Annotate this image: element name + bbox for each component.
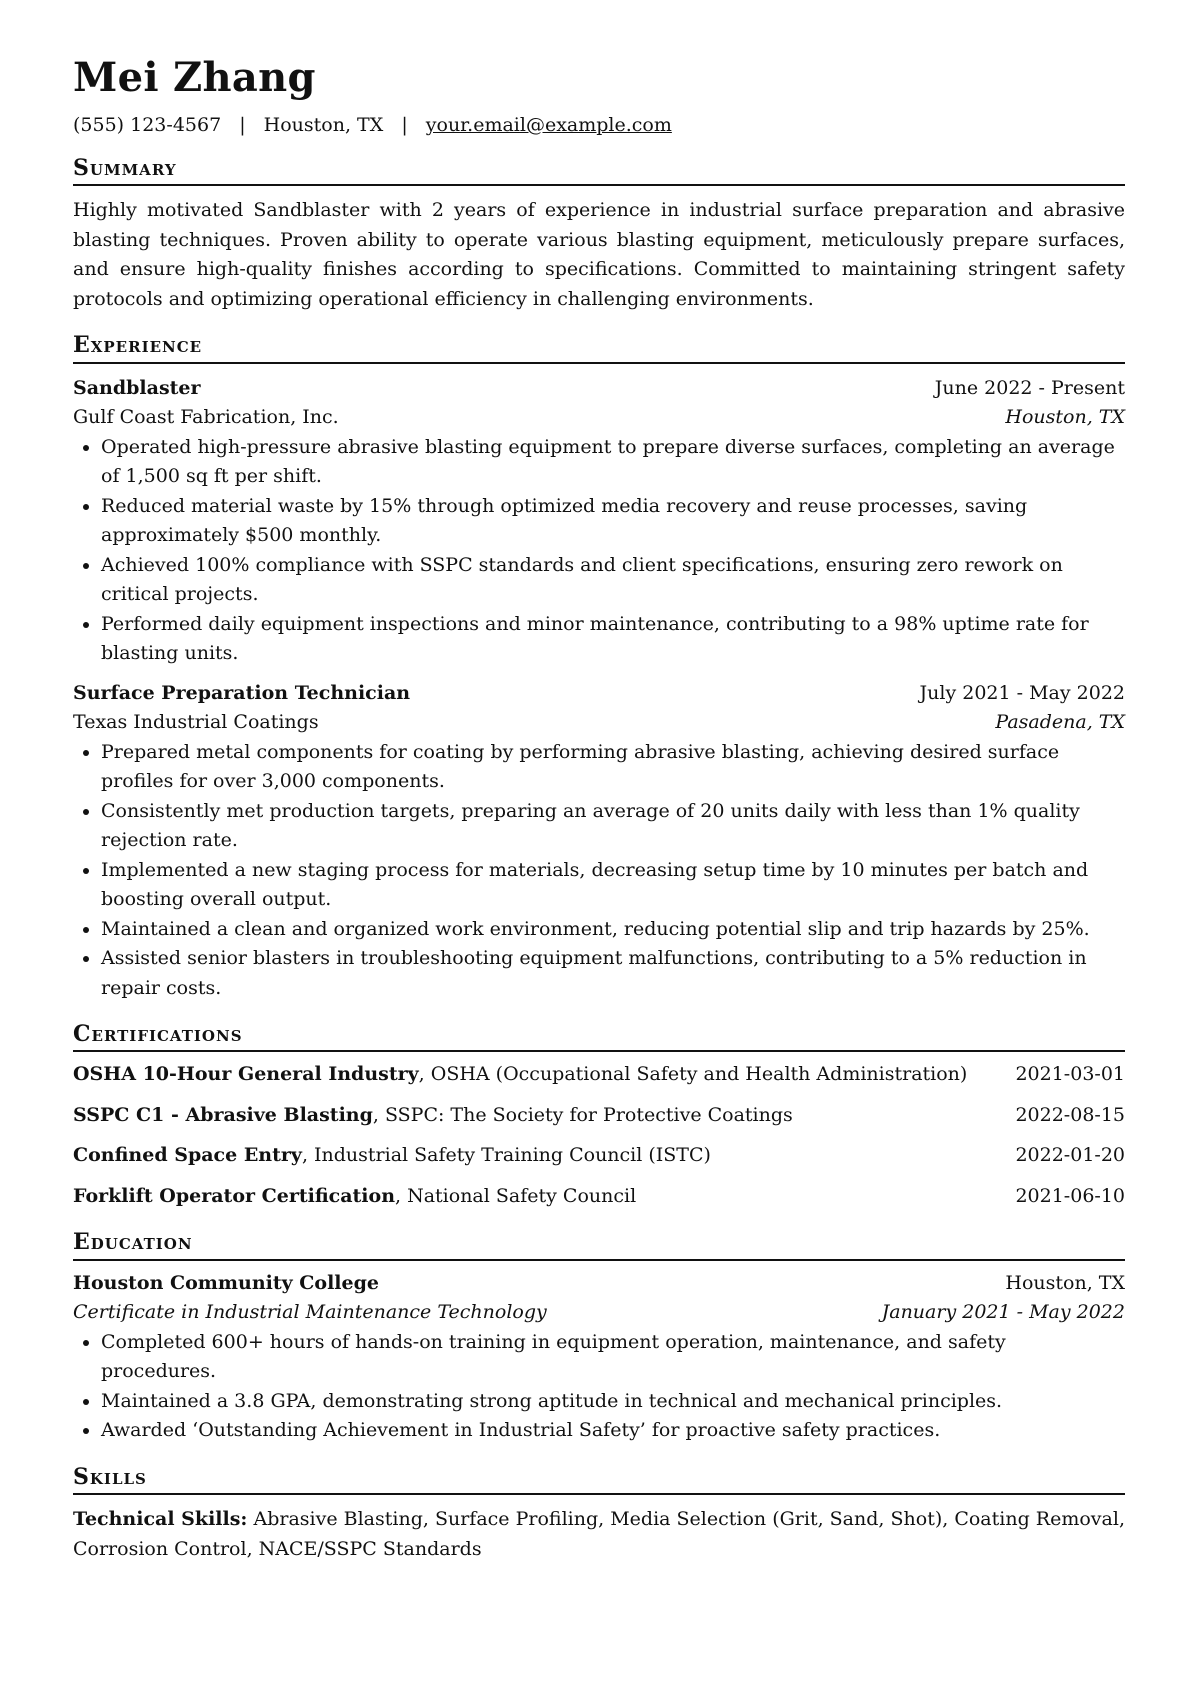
section-title-experience: Experience bbox=[73, 332, 1125, 363]
section-title-skills: Skills bbox=[73, 1464, 1125, 1495]
bullet-item: • Implemented a new staging process for materials, decreasing setup time by 10 minutes per batch and boosting overall output. bbox=[101, 856, 1125, 915]
program-name: Certificate in Industrial Maintenance Technology bbox=[73, 1301, 547, 1324]
job-title: Surface Preparation Technician bbox=[73, 681, 411, 704]
job-subheader bbox=[73, 708, 1125, 738]
certification-row bbox=[73, 1141, 1125, 1171]
resume-page bbox=[73, 56, 1125, 1564]
school-name: Houston Community College bbox=[73, 1271, 379, 1294]
job-title: Sandblaster bbox=[73, 376, 201, 399]
education-subheader bbox=[73, 1298, 1125, 1328]
phone-number: (555) 123-4567 bbox=[73, 114, 222, 136]
certification-name: Forklift Operator Certification bbox=[73, 1184, 396, 1207]
school-location: Houston, TX bbox=[1005, 1271, 1125, 1294]
certification-name: OSHA 10-Hour General Industry bbox=[73, 1063, 419, 1086]
certification-date: 2022-08-15 bbox=[1015, 1103, 1125, 1126]
job-location: Pasadena, TX bbox=[995, 711, 1125, 734]
experience-entry bbox=[73, 374, 1125, 669]
certification-name: Confined Space Entry bbox=[73, 1144, 302, 1167]
certification-date: 2021-06-10 bbox=[1015, 1184, 1125, 1207]
certification-issuer: , OSHA (Occupational Safety and Health Administration) bbox=[418, 1063, 968, 1086]
skills-section bbox=[73, 1464, 1125, 1564]
experience-entry bbox=[73, 679, 1125, 1004]
bullet-item: • Consistently met production targets, preparing an average of 20 units daily with less than 1% quality rejection rate. bbox=[101, 797, 1125, 856]
certification-row bbox=[73, 1060, 1125, 1090]
company-name: Texas Industrial Coatings bbox=[73, 711, 319, 734]
bullet-item: • Maintained a clean and organized work environment, reducing potential slip and trip hazards by 25%. bbox=[101, 915, 1125, 945]
section-title-education: Education bbox=[73, 1229, 1125, 1260]
candidate-name: Mei Zhang bbox=[73, 54, 316, 101]
certification-issuer: , National Safety Council bbox=[395, 1184, 637, 1207]
bullet-item: • Performed daily equipment inspections and minor maintenance, contributing to a 98% uptime rate for blasting units. bbox=[101, 610, 1125, 669]
bullet-item: • Operated high-pressure abrasive blasting equipment to prepare diverse surfaces, completing an average of 1,500 sq ft per shift. bbox=[101, 433, 1125, 492]
job-bullets bbox=[73, 738, 1125, 1004]
education-entry bbox=[73, 1269, 1125, 1446]
experience-section bbox=[73, 332, 1125, 1003]
education-bullets bbox=[73, 1328, 1125, 1446]
bullet-item: • Prepared metal components for coating by performing abrasive blasting, achieving desired surface profiles for over 3,000 components. bbox=[101, 738, 1125, 797]
section-title-summary: Summary bbox=[73, 155, 1125, 186]
job-bullets bbox=[73, 433, 1125, 669]
job-subheader bbox=[73, 403, 1125, 433]
bullet-item: • Achieved 100% compliance with SSPC standards and client specifications, ensuring zero rework on critical projects. bbox=[101, 551, 1125, 610]
summary-text: Highly motivated Sandblaster with 2 years of experience in industrial surface preparation and abrasive blasting techniques. Proven ability to operate various blasting equipment, meticulously prepare surfaces, and ensure high-quality finishes according to specifications. Committed to maintaining stringent safety protocols and optimizing operational efficiency in challenging environments. bbox=[73, 199, 1125, 310]
certification-issuer: , Industrial Safety Training Council (ISTC) bbox=[301, 1144, 711, 1167]
certification-name: SSPC C1 - Abrasive Blasting bbox=[73, 1103, 373, 1126]
separator: | bbox=[239, 114, 246, 136]
contact-line bbox=[73, 114, 1125, 137]
company-name: Gulf Coast Fabrication, Inc. bbox=[73, 406, 339, 429]
bullet-item: • Awarded ‘Outstanding Achievement in Industrial Safety’ for proactive safety practices. bbox=[101, 1416, 1125, 1446]
job-header bbox=[73, 679, 1125, 709]
skills-label: Technical Skills: bbox=[73, 1508, 248, 1531]
job-location: Houston, TX bbox=[1005, 406, 1125, 429]
education-dates: January 2021 - May 2022 bbox=[881, 1301, 1125, 1324]
certification-row bbox=[73, 1182, 1125, 1212]
job-header bbox=[73, 374, 1125, 404]
section-title-certifications: Certifications bbox=[73, 1021, 1125, 1052]
job-dates: July 2021 - May 2022 bbox=[919, 681, 1125, 704]
skills-text bbox=[73, 1505, 1125, 1564]
bullet-item: • Reduced material waste by 15% through optimized media recovery and reuse processes, saving approximately $500 monthly. bbox=[101, 492, 1125, 551]
summary-section bbox=[73, 155, 1125, 314]
location: Houston, TX bbox=[263, 114, 384, 136]
bullet-item: • Maintained a 3.8 GPA, demonstrating strong aptitude in technical and mechanical principles. bbox=[101, 1387, 1125, 1417]
bullet-item: • Completed 600+ hours of hands-on training in equipment operation, maintenance, and safety procedures. bbox=[101, 1328, 1125, 1387]
certification-date: 2021-03-01 bbox=[1015, 1063, 1125, 1086]
education-header bbox=[73, 1269, 1125, 1299]
bullet-item: • Assisted senior blasters in troubleshooting equipment malfunctions, contributing to a 5% reduction in repair costs. bbox=[101, 944, 1125, 1003]
certification-date: 2022-01-20 bbox=[1015, 1144, 1125, 1167]
separator: | bbox=[401, 114, 408, 136]
skills-list: Abrasive Blasting, Surface Profiling, Media Selection (Grit, Sand, Shot), Coating Removal, Corrosion Control, NACE/SSPC Standards bbox=[73, 1508, 1125, 1560]
certification-issuer: , SSPC: The Society for Protective Coatings bbox=[372, 1103, 793, 1126]
job-dates: June 2022 - Present bbox=[934, 376, 1125, 399]
certifications-section bbox=[73, 1021, 1125, 1211]
certification-row bbox=[73, 1101, 1125, 1131]
education-section bbox=[73, 1229, 1125, 1445]
email-link[interactable]: your.email@example.com bbox=[425, 114, 672, 136]
